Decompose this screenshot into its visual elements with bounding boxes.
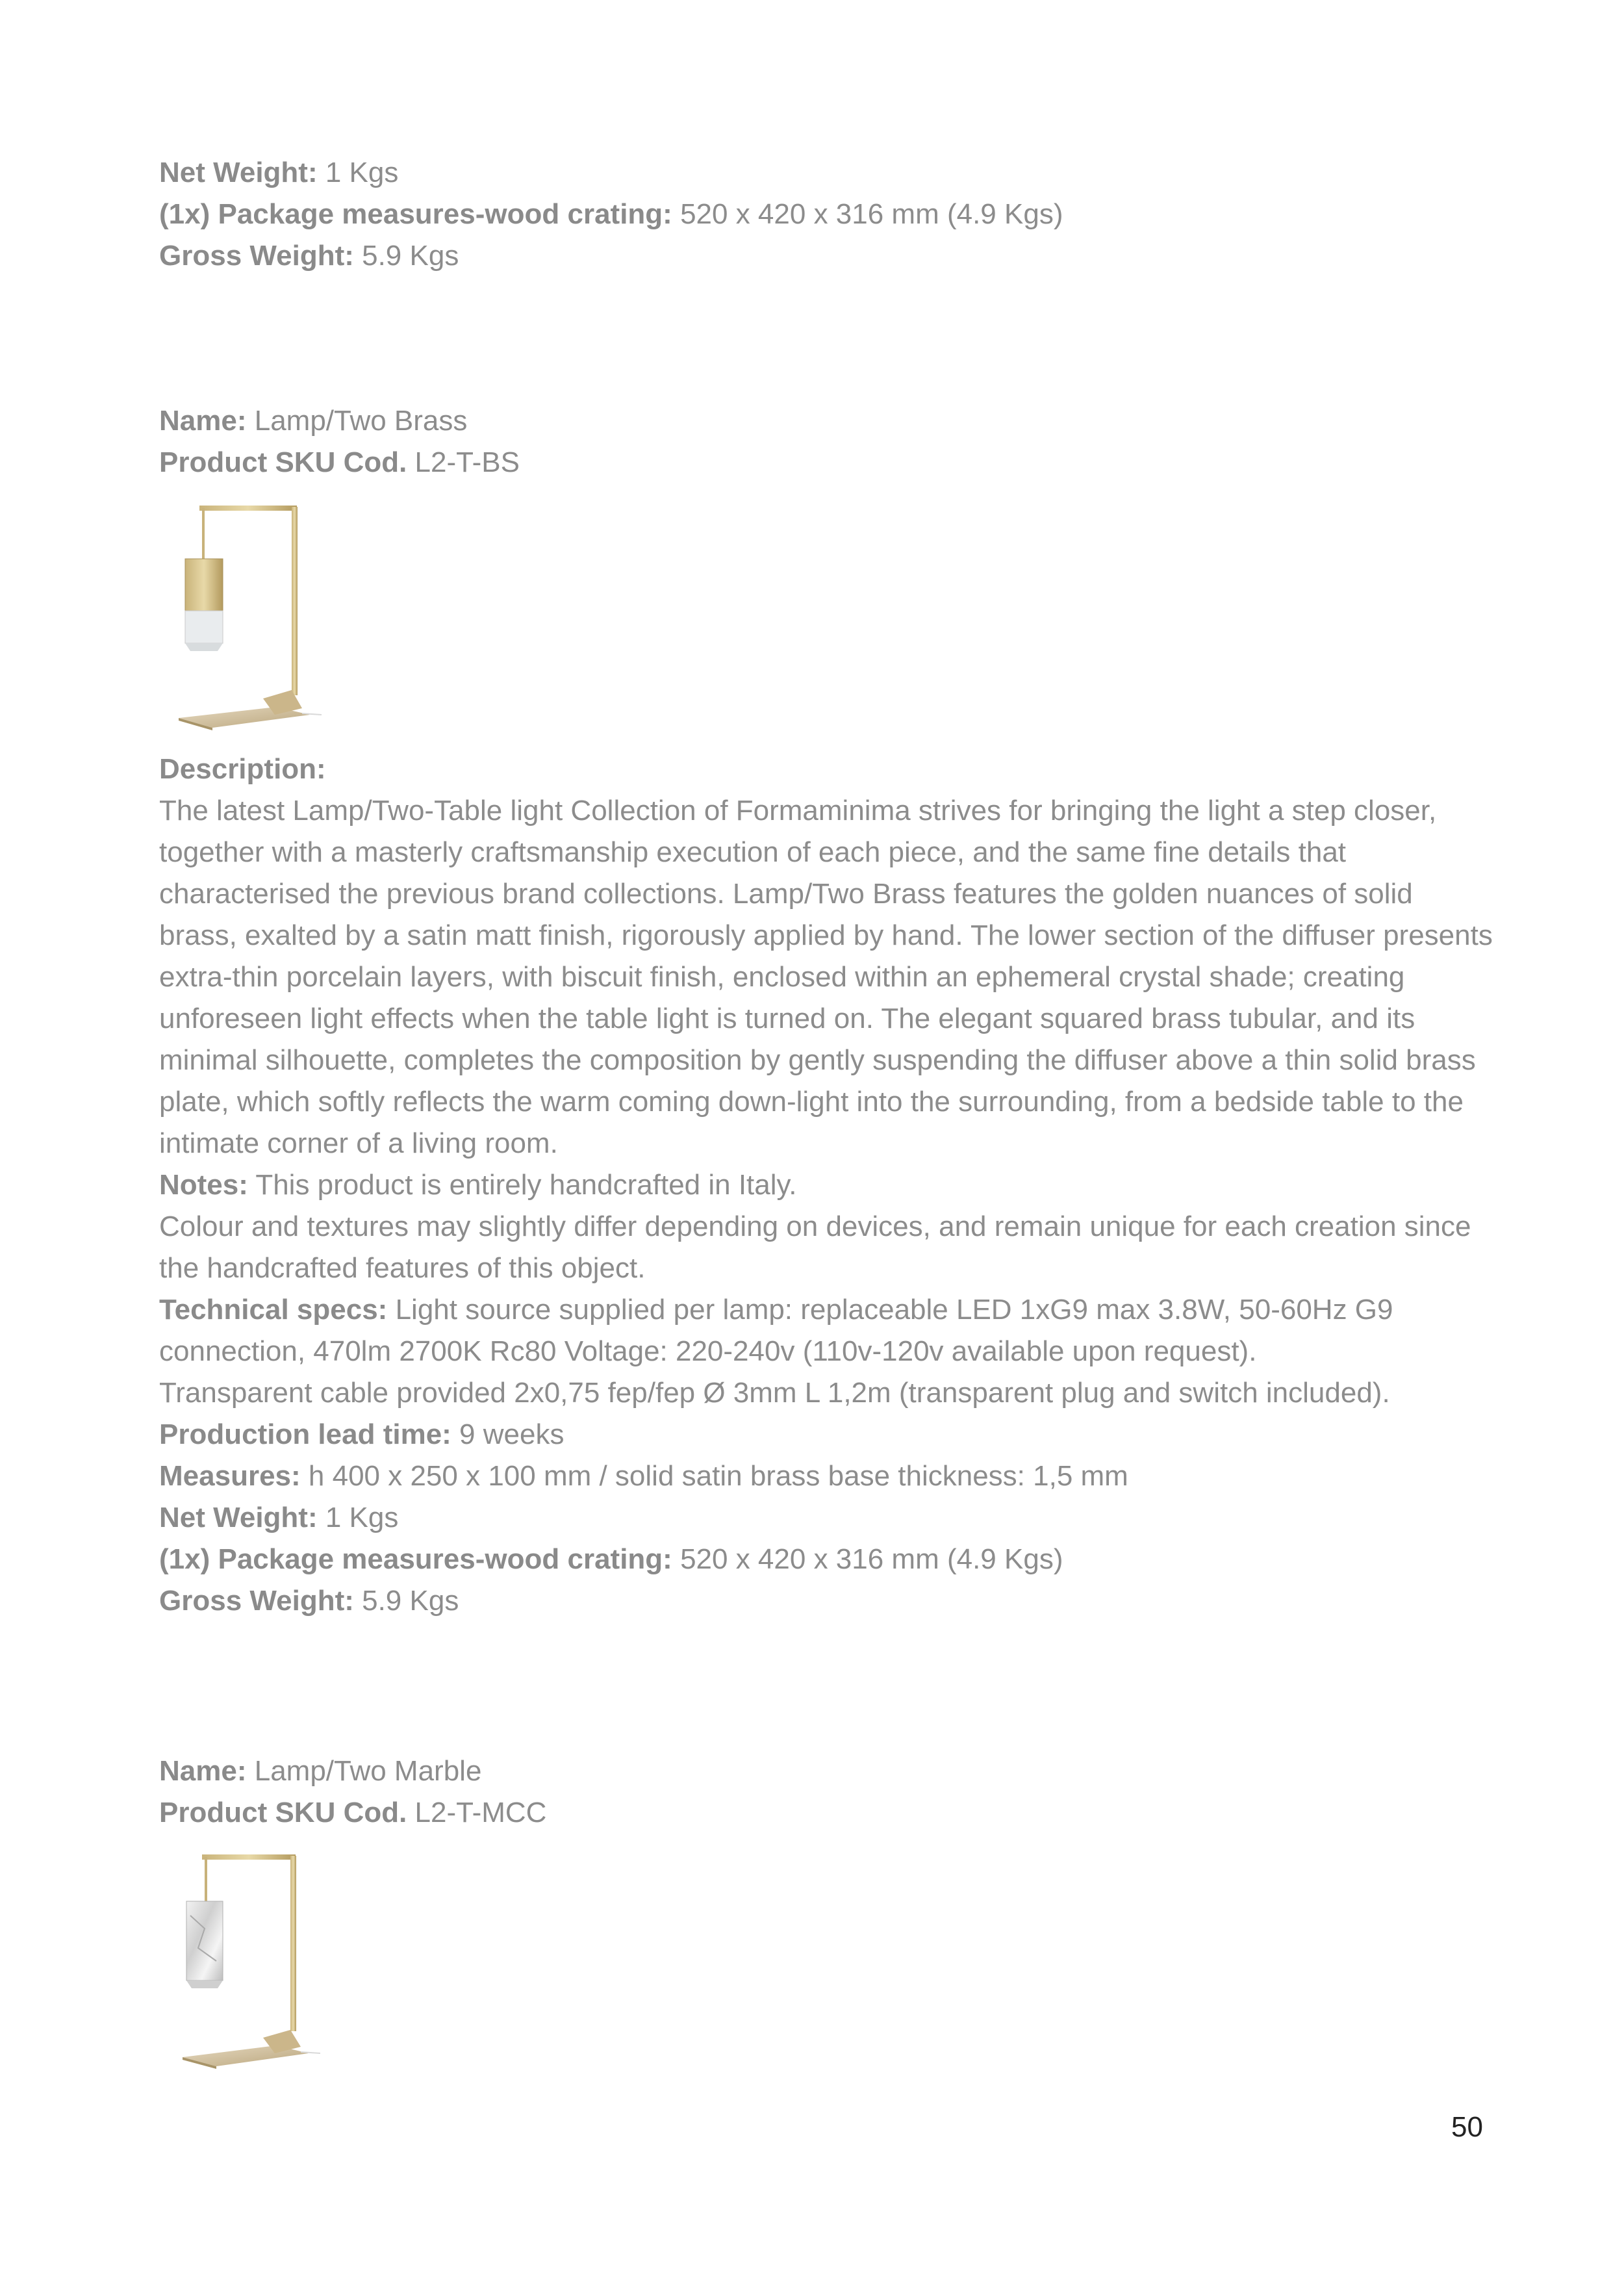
- package-label: (1x) Package measures-wood crating:: [159, 198, 672, 230]
- gross-weight-value: 5.9 Kgs: [353, 240, 459, 272]
- product-sku-value: L2-T-BS: [407, 446, 520, 478]
- product-name-label: Name:: [159, 1755, 247, 1787]
- description-label: Description:: [159, 753, 326, 785]
- product-name-line: [159, 400, 1497, 442]
- product-sku-line: [159, 1792, 1497, 1834]
- technical-specs-extra: Transparent cable provided 2x0,75 fep/fep Ø 3mm L 1,2m (transparent plug and switch included).: [159, 1377, 1390, 1409]
- measures-label: Measures:: [159, 1460, 301, 1492]
- technical-specs-label: Technical specs:: [159, 1294, 388, 1326]
- page-number: 50: [1451, 2111, 1483, 2143]
- gross-weight-label: Gross Weight:: [159, 1585, 354, 1617]
- product-sku-line: [159, 442, 1497, 483]
- measures-line: [159, 1455, 1497, 1497]
- package-label: (1x) Package measures-wood crating:: [159, 1543, 672, 1575]
- lead-time-value: 9 weeks: [451, 1418, 565, 1450]
- technical-specs-line: [159, 1289, 1497, 1372]
- product-name-label: Name:: [159, 405, 247, 437]
- net-weight-value: 1 Kgs: [317, 157, 399, 188]
- notes-line: [159, 1164, 1497, 1206]
- marble-table-lamp-image: [159, 1851, 335, 2071]
- product-sku-label: Product SKU Cod.: [159, 1797, 407, 1828]
- product-marble-header: [159, 1750, 1497, 1834]
- package-value: 520 x 420 x 316 mm (4.9 Kgs): [672, 1543, 1063, 1575]
- gross-weight-line: [159, 1580, 1497, 1622]
- lead-time-label: Production lead time:: [159, 1418, 451, 1450]
- previous-product-specs: [159, 152, 1497, 277]
- product-name-value: Lamp/Two Brass: [246, 405, 468, 437]
- package-line: [159, 194, 1497, 235]
- gross-weight-line: [159, 235, 1497, 277]
- description-text: The latest Lamp/Two-Table light Collection of Formaminima strives for bringing the light a step closer, together with a masterly craftsmanship execution of each piece, and the same fine details that characterised the previous brand collections. Lamp/Two Brass features the golden nuances of solid brass, exalted by a satin matt finish, rigorously applied by hand. The lower section of the diffuser presents extra-thin porcelain layers, with biscuit finish, enclosed within an ephemeral crystal shade; creating unforeseen light effects when the table light is turned on. The elegant squared brass tubular, and its minimal silhouette, completes the composition by gently suspending the diffuser above a thin solid brass plate, which softly reflects the warm coming down-light into the surrounding, from a bedside table to the intimate corner of a living room.: [159, 795, 1493, 1159]
- product-name-value: Lamp/Two Marble: [246, 1755, 482, 1787]
- measures-value: h 400 x 250 x 100 mm / solid satin brass base thickness: 1,5 mm: [300, 1460, 1128, 1492]
- package-line: [159, 1539, 1497, 1580]
- net-weight-line: [159, 1497, 1497, 1539]
- net-weight-value: 1 Kgs: [317, 1502, 399, 1533]
- product-brass-header: [159, 400, 1497, 483]
- net-weight-label: Net Weight:: [159, 1502, 318, 1533]
- technical-specs-value: Light source supplied per lamp: replaceable LED 1xG9 max 3.8W, 50-60Hz G9 connection, 470lm 2700K Rc80 Voltage: 220-240v (110v-120v available upon request).: [159, 1294, 1393, 1367]
- gross-weight-label: Gross Weight:: [159, 240, 354, 272]
- notes-label: Notes:: [159, 1169, 248, 1201]
- net-weight-line: [159, 152, 1497, 194]
- net-weight-label: Net Weight:: [159, 157, 318, 188]
- notes-extra: Colour and textures may slightly differ depending on devices, and remain unique for each creation since the handcrafted features of this object.: [159, 1211, 1471, 1284]
- lead-time-line: [159, 1414, 1497, 1455]
- product-name-line: [159, 1750, 1497, 1792]
- product-sku-value: L2-T-MCC: [407, 1797, 547, 1828]
- product-sku-label: Product SKU Cod.: [159, 446, 407, 478]
- package-value: 520 x 420 x 316 mm (4.9 Kgs): [672, 198, 1063, 230]
- gross-weight-value: 5.9 Kgs: [353, 1585, 459, 1617]
- product-brass-details: [159, 749, 1497, 1622]
- brass-table-lamp-image: [159, 500, 335, 734]
- notes-value: This product is entirely handcrafted in Italy.: [247, 1169, 797, 1201]
